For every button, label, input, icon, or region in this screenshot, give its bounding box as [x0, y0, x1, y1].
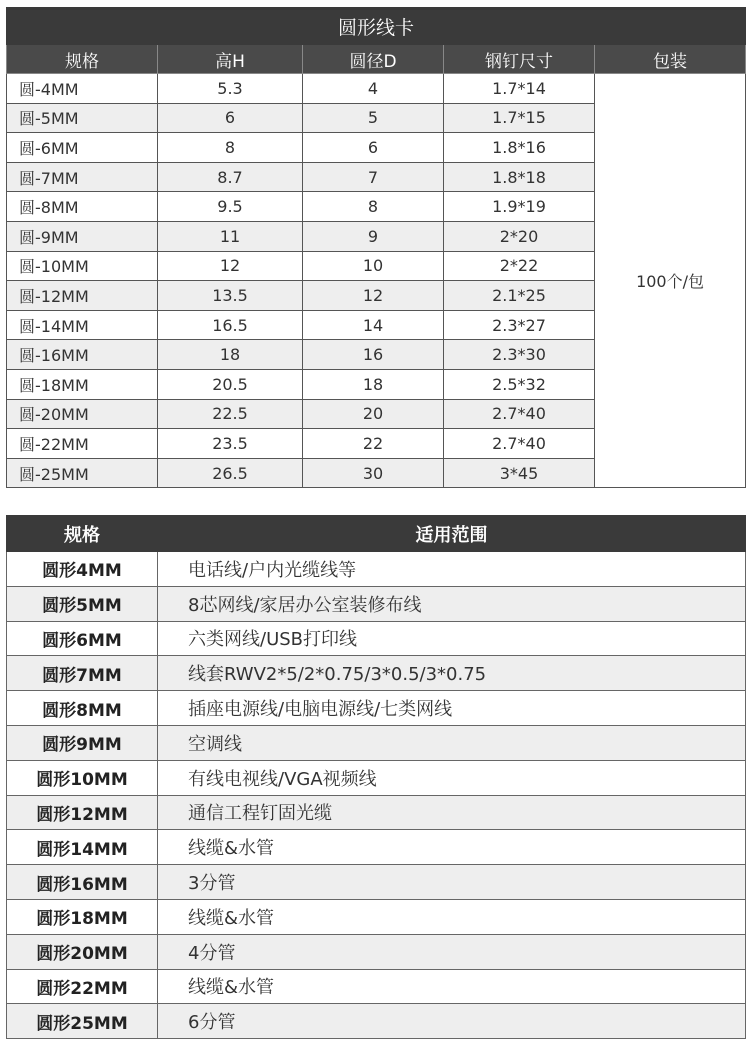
spec-diameter-cell: 18 — [303, 369, 444, 399]
usage-row — [7, 1004, 746, 1039]
usage-text-cell: 线缆&水管 — [158, 969, 746, 1004]
usage-text-cell: 插座电源线/电脑电源线/七类网线 — [158, 691, 746, 726]
spec-nail-cell: 2.7*40 — [444, 399, 595, 429]
usage-row — [7, 795, 746, 830]
spec-height-cell: 26.5 — [158, 458, 303, 488]
spec-diameter-cell: 4 — [303, 74, 444, 104]
usage-spec-cell: 圆形14MM — [7, 830, 158, 865]
spec-height-cell: 13.5 — [158, 281, 303, 311]
usage-row — [7, 691, 746, 726]
spec-height-cell: 23.5 — [158, 429, 303, 459]
spec-height-cell: 16.5 — [158, 310, 303, 340]
spec-height-cell: 20.5 — [158, 369, 303, 399]
spec-nail-cell: 1.8*18 — [444, 162, 595, 192]
spec-table-body — [7, 74, 746, 488]
usage-row — [7, 760, 746, 795]
usage-spec-cell: 圆形8MM — [7, 691, 158, 726]
spec-spec-cell: 圆-16MM — [7, 340, 158, 370]
spec-spec-cell: 圆-9MM — [7, 221, 158, 251]
spec-header-nail: 钢钉尺寸 — [444, 45, 595, 74]
spec-header-packaging: 包装 — [595, 45, 746, 74]
usage-spec-cell: 圆形5MM — [7, 586, 158, 621]
spec-height-cell: 8 — [158, 133, 303, 163]
spec-spec-cell: 圆-22MM — [7, 429, 158, 459]
spec-diameter-cell: 7 — [303, 162, 444, 192]
spec-nail-cell: 1.7*15 — [444, 103, 595, 133]
usage-table — [6, 515, 746, 1039]
spec-diameter-cell: 9 — [303, 221, 444, 251]
usage-spec-cell: 圆形4MM — [7, 552, 158, 587]
usage-header-spec: 规格 — [7, 516, 158, 552]
spec-table-title: 圆形线卡 — [7, 8, 746, 45]
spec-diameter-cell: 20 — [303, 399, 444, 429]
spec-spec-cell: 圆-4MM — [7, 74, 158, 104]
usage-row — [7, 969, 746, 1004]
spec-diameter-cell: 12 — [303, 281, 444, 311]
usage-text-cell: 有线电视线/VGA视频线 — [158, 760, 746, 795]
spec-height-cell: 11 — [158, 221, 303, 251]
spec-height-cell: 5.3 — [158, 74, 303, 104]
spec-spec-cell: 圆-14MM — [7, 310, 158, 340]
usage-table-body — [7, 552, 746, 1039]
usage-spec-cell: 圆形16MM — [7, 865, 158, 900]
spec-height-cell: 22.5 — [158, 399, 303, 429]
spec-nail-cell: 1.8*16 — [444, 133, 595, 163]
spec-diameter-cell: 10 — [303, 251, 444, 281]
spec-height-cell: 12 — [158, 251, 303, 281]
spec-spec-cell: 圆-10MM — [7, 251, 158, 281]
usage-spec-cell: 圆形9MM — [7, 725, 158, 760]
spec-nail-cell: 3*45 — [444, 458, 595, 488]
spec-diameter-cell: 6 — [303, 133, 444, 163]
spec-spec-cell: 圆-25MM — [7, 458, 158, 488]
usage-row — [7, 934, 746, 969]
spec-nail-cell: 1.7*14 — [444, 74, 595, 104]
spec-nail-cell: 2*20 — [444, 221, 595, 251]
usage-spec-cell: 圆形18MM — [7, 899, 158, 934]
spec-header-diameter: 圆径D — [303, 45, 444, 74]
usage-row — [7, 586, 746, 621]
usage-text-cell: 空调线 — [158, 725, 746, 760]
spec-diameter-cell: 14 — [303, 310, 444, 340]
usage-spec-cell: 圆形20MM — [7, 934, 158, 969]
usage-text-cell: 4分管 — [158, 934, 746, 969]
spec-nail-cell: 1.9*19 — [444, 192, 595, 222]
usage-text-cell: 电话线/户内光缆线等 — [158, 552, 746, 587]
spec-diameter-cell: 22 — [303, 429, 444, 459]
usage-text-cell: 线套RWV2*5/2*0.75/3*0.5/3*0.75 — [158, 656, 746, 691]
usage-spec-cell: 圆形6MM — [7, 621, 158, 656]
spec-spec-cell: 圆-7MM — [7, 162, 158, 192]
spec-height-cell: 9.5 — [158, 192, 303, 222]
spec-packaging-cell: 100个/包 — [595, 74, 746, 488]
spec-row — [7, 74, 746, 104]
spec-height-cell: 18 — [158, 340, 303, 370]
usage-row — [7, 865, 746, 900]
usage-text-cell: 线缆&水管 — [158, 830, 746, 865]
spec-header-height: 高H — [158, 45, 303, 74]
spec-table — [6, 7, 746, 488]
spec-spec-cell: 圆-20MM — [7, 399, 158, 429]
spec-nail-cell: 2.3*30 — [444, 340, 595, 370]
spec-nail-cell: 2.1*25 — [444, 281, 595, 311]
usage-row — [7, 621, 746, 656]
usage-spec-cell: 圆形10MM — [7, 760, 158, 795]
usage-spec-cell: 圆形12MM — [7, 795, 158, 830]
usage-row — [7, 656, 746, 691]
usage-spec-cell: 圆形22MM — [7, 969, 158, 1004]
usage-text-cell: 8芯网线/家居办公室装修布线 — [158, 586, 746, 621]
spec-diameter-cell: 16 — [303, 340, 444, 370]
spec-diameter-cell: 30 — [303, 458, 444, 488]
spec-nail-cell: 2*22 — [444, 251, 595, 281]
spec-spec-cell: 圆-8MM — [7, 192, 158, 222]
spec-spec-cell: 圆-5MM — [7, 103, 158, 133]
usage-row — [7, 899, 746, 934]
spec-nail-cell: 2.5*32 — [444, 369, 595, 399]
usage-row — [7, 552, 746, 587]
usage-spec-cell: 圆形7MM — [7, 656, 158, 691]
usage-header-usage: 适用范围 — [158, 516, 746, 552]
spec-header-spec: 规格 — [7, 45, 158, 74]
spec-spec-cell: 圆-18MM — [7, 369, 158, 399]
spec-height-cell: 6 — [158, 103, 303, 133]
spec-height-cell: 8.7 — [158, 162, 303, 192]
usage-text-cell: 通信工程钉固光缆 — [158, 795, 746, 830]
spec-nail-cell: 2.3*27 — [444, 310, 595, 340]
spec-diameter-cell: 5 — [303, 103, 444, 133]
usage-text-cell: 6分管 — [158, 1004, 746, 1039]
usage-row — [7, 725, 746, 760]
spec-nail-cell: 2.7*40 — [444, 429, 595, 459]
usage-spec-cell: 圆形25MM — [7, 1004, 158, 1039]
spec-diameter-cell: 8 — [303, 192, 444, 222]
usage-text-cell: 线缆&水管 — [158, 899, 746, 934]
spec-spec-cell: 圆-12MM — [7, 281, 158, 311]
usage-row — [7, 830, 746, 865]
usage-text-cell: 六类网线/USB打印线 — [158, 621, 746, 656]
usage-text-cell: 3分管 — [158, 865, 746, 900]
spec-spec-cell: 圆-6MM — [7, 133, 158, 163]
